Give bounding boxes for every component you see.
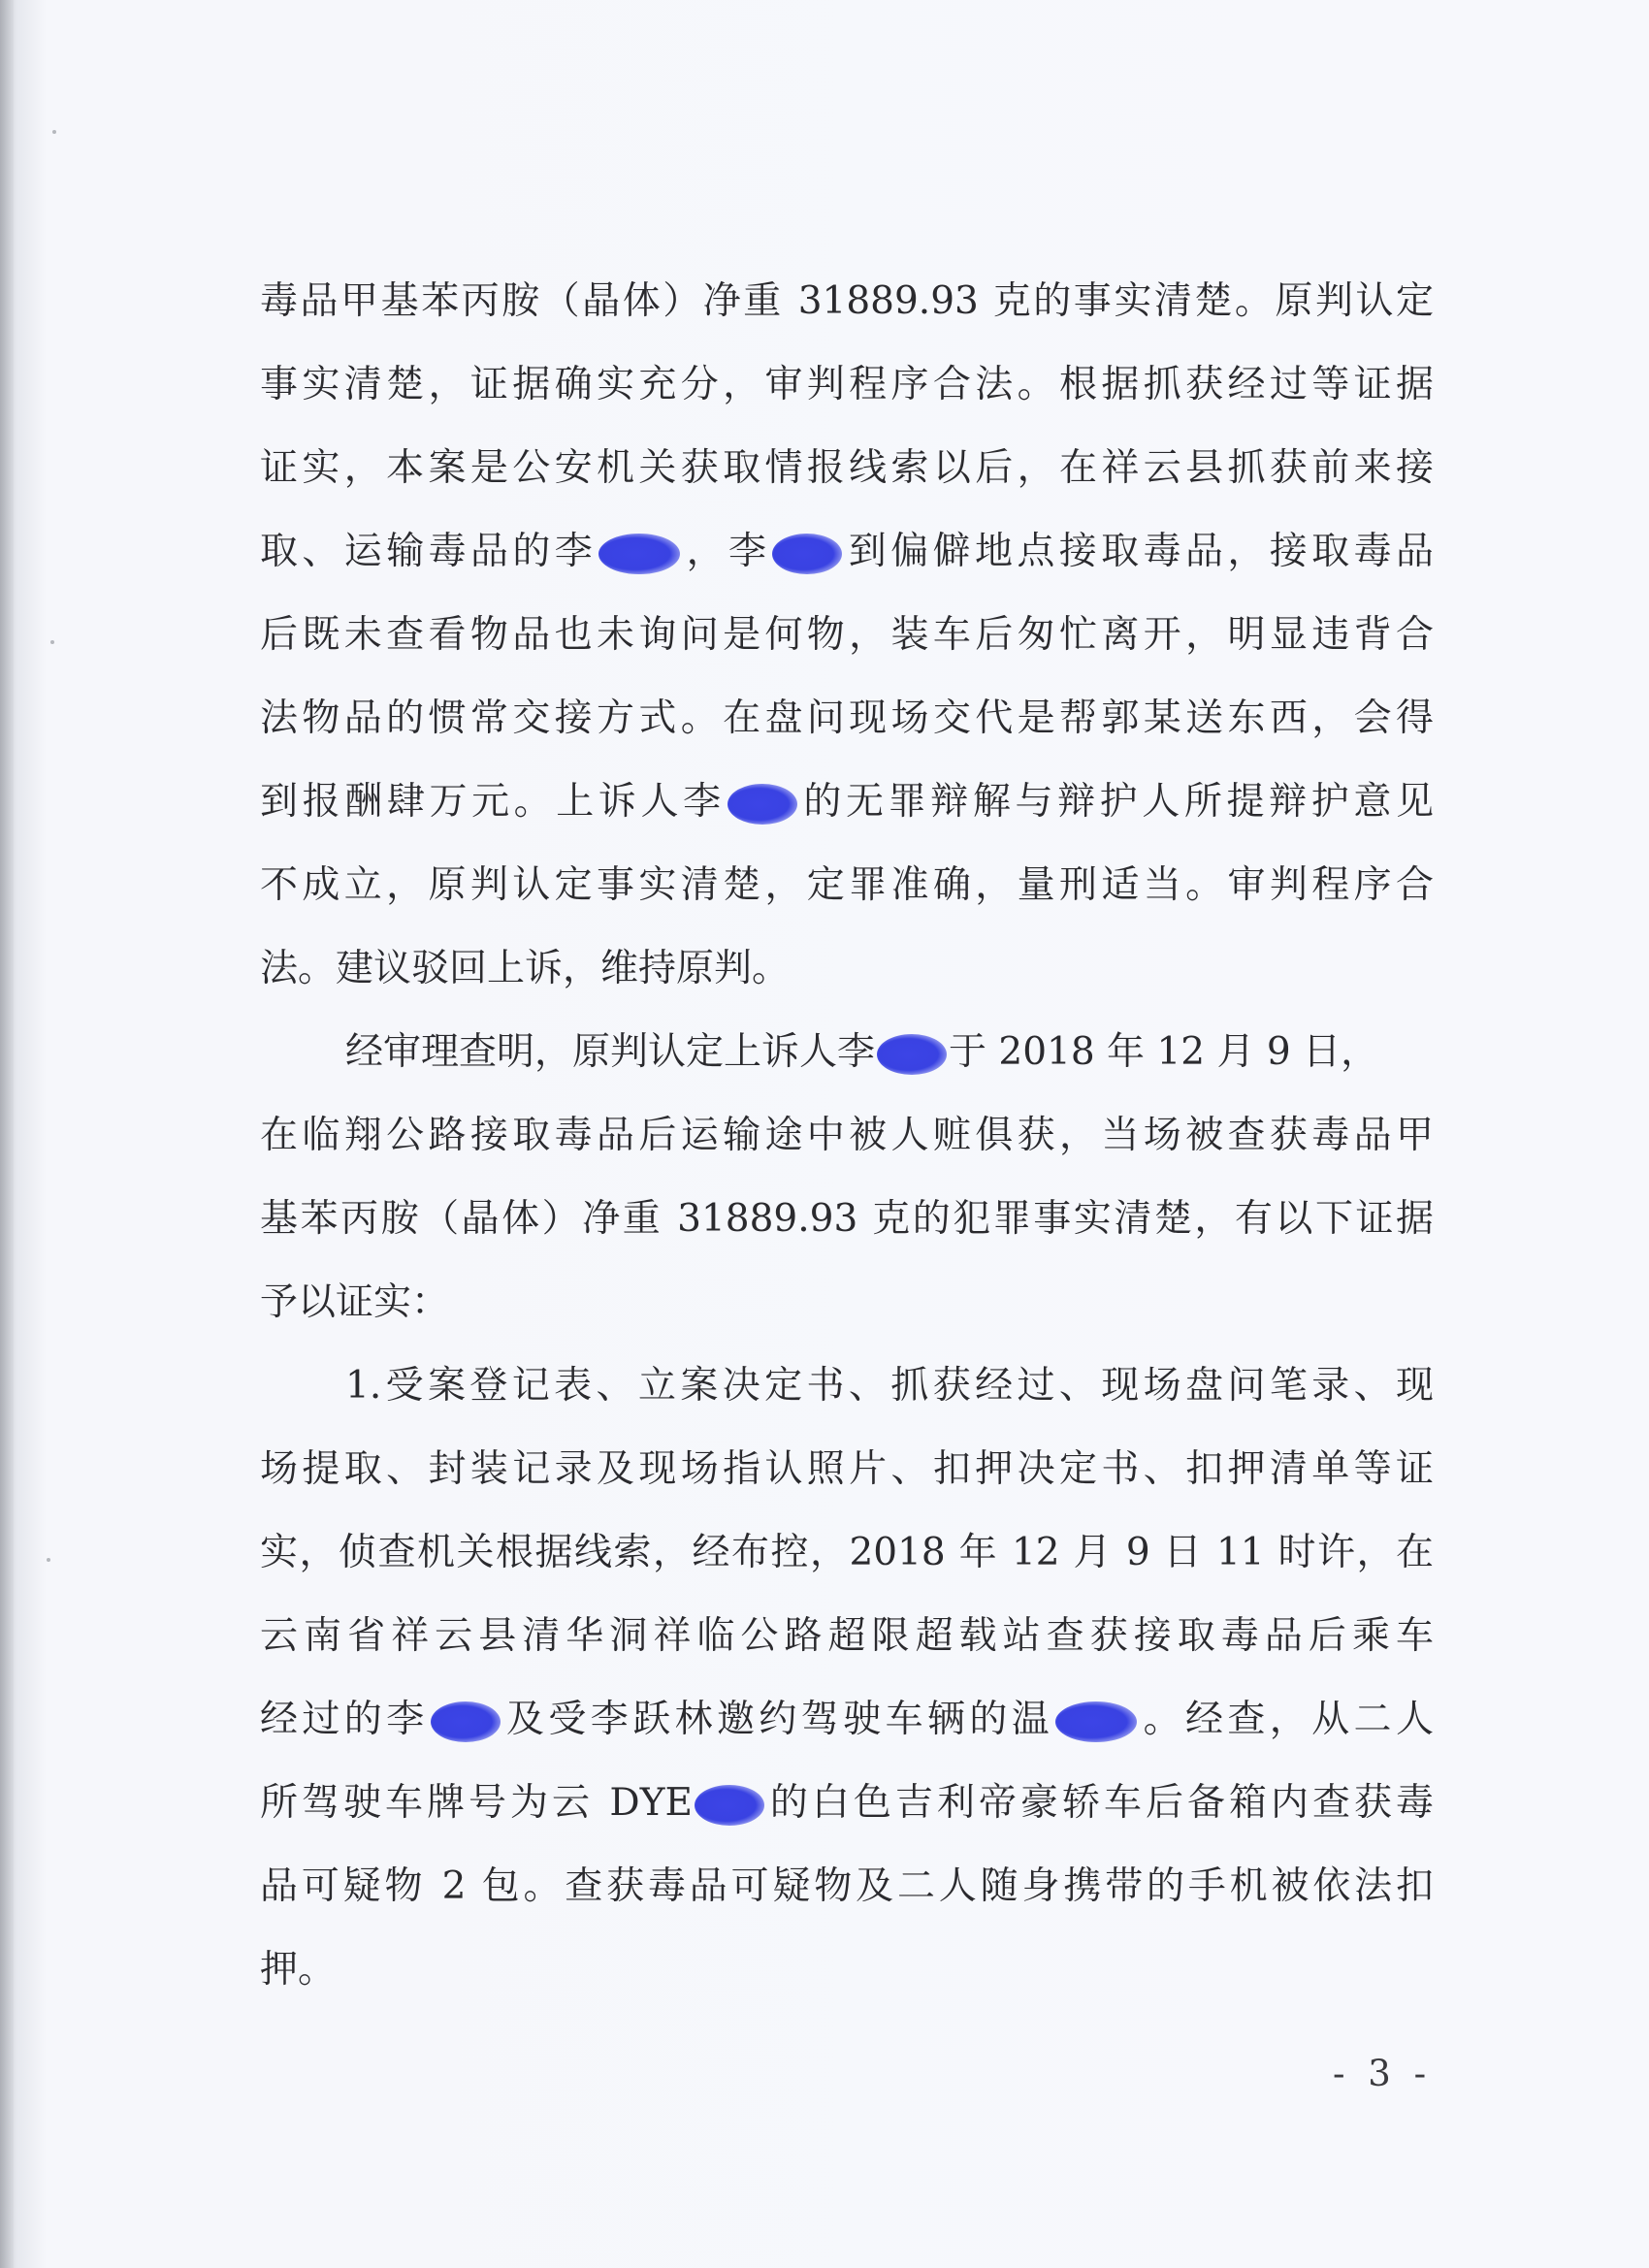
text-line: 法物品的惯常交接方式。在盘问现场交代是帮郭某送东西，会得 bbox=[260, 697, 1434, 740]
text-line: 场提取、封装记录及现场指认照片、扣押决定书、扣押清单等证 bbox=[260, 1447, 1434, 1491]
redaction-mark bbox=[877, 1034, 947, 1075]
text-segment: 取、运输毒品的李 bbox=[260, 530, 598, 573]
text-segment: 及受李跃林邀约驾驶车辆的温 bbox=[501, 1698, 1054, 1741]
text-line: 毒品甲基苯丙胺（晶体）净重 31889.93 克的事实清楚。原判认定 bbox=[260, 279, 1434, 323]
paragraph-start-line: 1.受案登记表、立案决定书、抓获经过、现场盘问笔录、现 bbox=[345, 1364, 1434, 1408]
text-segment: 所驾驶车牌号为云 DYE bbox=[260, 1781, 693, 1825]
text-line bbox=[260, 1678, 1434, 1762]
redaction-mark bbox=[772, 534, 842, 574]
redaction-mark bbox=[598, 534, 680, 574]
scan-speck bbox=[52, 130, 56, 134]
page-number: - 3 - bbox=[1333, 2053, 1433, 2094]
scan-speck bbox=[50, 640, 54, 644]
text-line: 实，侦查机关根据线索，经布控，2018 年 12 月 9 日 11 时许，在 bbox=[260, 1531, 1434, 1574]
body-text bbox=[260, 260, 1434, 2012]
redaction-mark bbox=[1055, 1701, 1137, 1742]
text-segment: 到报酬肆万元。上诉人李 bbox=[260, 780, 726, 824]
text-line: 押。 bbox=[260, 1948, 337, 1992]
redaction-mark bbox=[431, 1701, 501, 1742]
redaction-mark bbox=[695, 1785, 764, 1826]
text-line: 予以证实： bbox=[260, 1280, 450, 1324]
text-line: 证实，本案是公安机关获取情报线索以后，在祥云县抓获前来接 bbox=[260, 446, 1434, 490]
text-line bbox=[260, 761, 1434, 844]
text-line: 法。建议驳回上诉，维持原判。 bbox=[260, 947, 791, 990]
text-segment: 于 2018 年 12 月 9 日， bbox=[949, 1030, 1379, 1074]
text-line bbox=[260, 1762, 1434, 1845]
text-line: 不成立，原判认定事实清楚，定罪准确，量刑适当。审判程序合 bbox=[260, 863, 1434, 907]
paragraph-start-line bbox=[260, 1011, 1434, 1094]
text-line: 品可疑物 2 包。查获毒品可疑物及二人随身携带的手机被依法扣 bbox=[260, 1864, 1434, 1908]
text-line: 后既未查看物品也未询问是何物，装车后匆忙离开，明显违背合 bbox=[260, 613, 1434, 657]
text-line: 事实清楚，证据确实充分，审判程序合法。根据抓获经过等证据 bbox=[260, 363, 1434, 406]
text-segment: 。经查，从二人 bbox=[1139, 1698, 1434, 1741]
text-line: 在临翔公路接取毒品后运输途中被人赃俱获，当场被查获毒品甲 bbox=[260, 1114, 1434, 1157]
text-segment: ，李 bbox=[682, 530, 771, 573]
text-segment: 的白色吉利帝豪轿车后备箱内查获毒 bbox=[765, 1781, 1434, 1825]
text-line bbox=[260, 510, 1434, 594]
text-segment: 经审理查明，原判认定上诉人李 bbox=[345, 1030, 876, 1074]
scan-edge-shadow bbox=[0, 0, 14, 2268]
scan-speck bbox=[47, 1558, 50, 1562]
redaction-mark bbox=[728, 784, 797, 825]
text-line: 基苯丙胺（晶体）净重 31889.93 克的犯罪事实清楚，有以下证据 bbox=[260, 1197, 1434, 1241]
text-line: 云南省祥云县清华洞祥临公路超限超载站查获接取毒品后乘车 bbox=[260, 1614, 1434, 1658]
text-segment: 的无罪辩解与辩护人所提辩护意见 bbox=[798, 780, 1434, 824]
text-segment: 到偏僻地点接取毒品，接取毒品 bbox=[844, 530, 1434, 573]
text-segment: 经过的李 bbox=[260, 1698, 429, 1741]
